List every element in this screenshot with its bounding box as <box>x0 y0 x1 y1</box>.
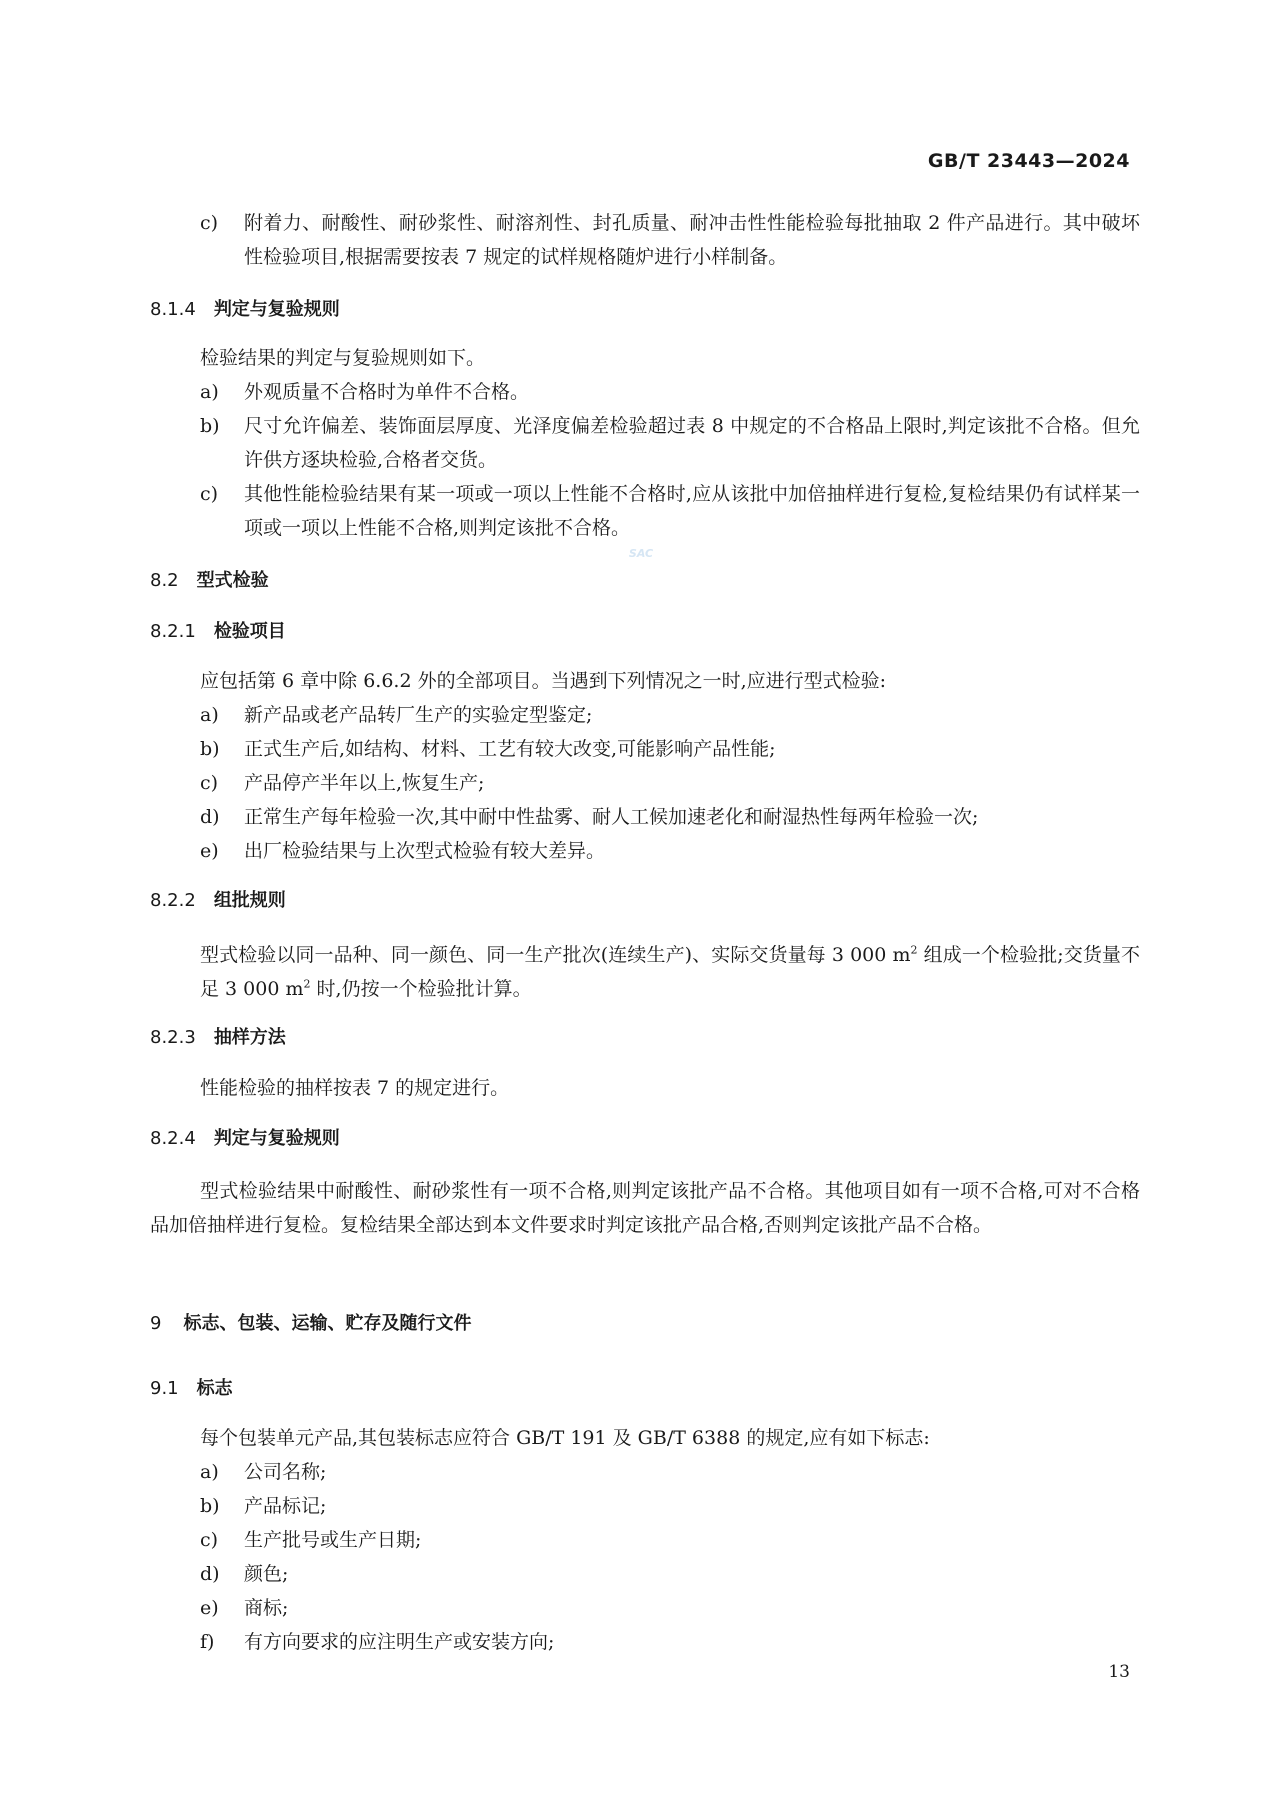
list-text: 出厂检验结果与上次型式检验有较大差异。 <box>244 840 606 862</box>
list-text: 附着力、耐酸性、耐砂浆性、耐溶剂性、封孔质量、耐冲击性性能检验每批抽取 2 件产品进行。其中破坏性检验项目,根据需要按表 7 规定的试样规格随炉进行小样制备。 <box>244 212 1140 268</box>
list-text: 生产批号或生产日期; <box>244 1529 422 1551</box>
section-heading-8-2-1 <box>150 618 286 646</box>
section-heading-9 <box>150 1310 471 1338</box>
list-label: c) <box>200 772 219 794</box>
list-label: b) <box>200 1495 220 1517</box>
list-label: e) <box>200 1597 219 1619</box>
paragraph-text: 型式检验以同一品种、同一颜色、同一生产批次(连续生产)、实际交货量每 3 000 m <box>200 944 911 966</box>
section-heading-9-1 <box>150 1375 233 1403</box>
section-number: 9.1 <box>150 1378 179 1399</box>
section-number: 8.2.4 <box>150 1128 196 1149</box>
paragraph-text: 组成一个检验批;交货量不足 3 000 m <box>200 944 1140 1000</box>
section-number: 8.2.3 <box>150 1027 196 1048</box>
list-label: c) <box>200 212 219 234</box>
section-title: 组批规则 <box>213 890 286 911</box>
list-text: 颜色; <box>244 1563 289 1585</box>
section-title: 标志 <box>196 1378 233 1399</box>
section-heading-8-2-4 <box>150 1125 340 1153</box>
paragraph: 检验结果的判定与复验规则如下。 <box>200 347 486 369</box>
page-number: 13 <box>1108 1662 1130 1682</box>
paragraph: 性能检验的抽样按表 7 的规定进行。 <box>200 1077 510 1099</box>
section-number: 8.2.1 <box>150 621 196 642</box>
list-label: b) <box>200 415 220 437</box>
list-label: d) <box>200 806 220 828</box>
superscript: 2 <box>910 943 918 957</box>
section-number: 8.2.2 <box>150 890 196 911</box>
list-text: 其他性能检验结果有某一项或一项以上性能不合格时,应从该批中加倍抽样进行复检,复检结果仍有试样某一项或一项以上性能不合格,则判定该批不合格。 <box>244 483 1140 539</box>
section-title: 标志、包装、运输、贮存及随行文件 <box>183 1313 472 1334</box>
section-heading-8-2-3 <box>150 1024 286 1052</box>
list-text: 产品停产半年以上,恢复生产; <box>244 772 485 794</box>
section-number: 9 <box>150 1313 162 1334</box>
paragraph: 每个包装单元产品,其包装标志应符合 GB/T 191 及 GB/T 6388 的规定,应有如下标志: <box>200 1427 930 1449</box>
list-text: 正式生产后,如结构、材料、工艺有较大改变,可能影响产品性能; <box>244 738 776 760</box>
list-text: 产品标记; <box>244 1495 327 1517</box>
section-number: 8.1.4 <box>150 299 196 320</box>
list-label: c) <box>200 483 219 505</box>
superscript: 2 <box>303 977 311 991</box>
section-title: 型式检验 <box>196 570 269 591</box>
section-heading-8-1-4 <box>150 296 340 324</box>
list-label: e) <box>200 840 219 862</box>
section-heading-8-2 <box>150 567 269 595</box>
section-heading-8-2-2 <box>150 887 286 915</box>
list-text: 外观质量不合格时为单件不合格。 <box>244 381 530 403</box>
paragraph <box>200 938 1140 1006</box>
list-text: 商标; <box>244 1597 289 1619</box>
section-title: 抽样方法 <box>213 1027 286 1048</box>
standard-code: GB/T 23443—2024 <box>927 150 1130 172</box>
list-label: d) <box>200 1563 220 1585</box>
list-text: 有方向要求的应注明生产或安装方向; <box>244 1631 555 1653</box>
list-label: a) <box>200 1461 219 1483</box>
list-text: 尺寸允许偏差、装饰面层厚度、光泽度偏差检验超过表 8 中规定的不合格品上限时,判定该批不合格。但允许供方逐块检验,合格者交货。 <box>244 415 1140 471</box>
section-title: 判定与复验规则 <box>213 1128 340 1149</box>
list-label: b) <box>200 738 220 760</box>
list-label: a) <box>200 704 219 726</box>
section-number: 8.2 <box>150 570 179 591</box>
paragraph: 应包括第 6 章中除 6.6.2 外的全部项目。当遇到下列情况之一时,应进行型式检验: <box>200 670 887 692</box>
list-text: 新产品或老产品转厂生产的实验定型鉴定; <box>244 704 593 726</box>
list-label: c) <box>200 1529 219 1551</box>
paragraph-text: 时,仍按一个检验批计算。 <box>310 978 532 1000</box>
list-label: f) <box>200 1631 215 1653</box>
section-title: 判定与复验规则 <box>213 299 340 320</box>
list-text: 正常生产每年检验一次,其中耐中性盐雾、耐人工候加速老化和耐湿热性每两年检验一次; <box>244 806 979 828</box>
sac-watermark: SAC <box>628 547 654 560</box>
paragraph: 型式检验结果中耐酸性、耐砂浆性有一项不合格,则判定该批产品不合格。其他项目如有一项不合格,可对不合格品加倍抽样进行复检。复检结果全部达到本文件要求时判定该批产品合格,否则判定该批产品不合格。 <box>150 1180 1140 1236</box>
list-label: a) <box>200 381 219 403</box>
list-text: 公司名称; <box>244 1461 327 1483</box>
section-title: 检验项目 <box>213 621 286 642</box>
